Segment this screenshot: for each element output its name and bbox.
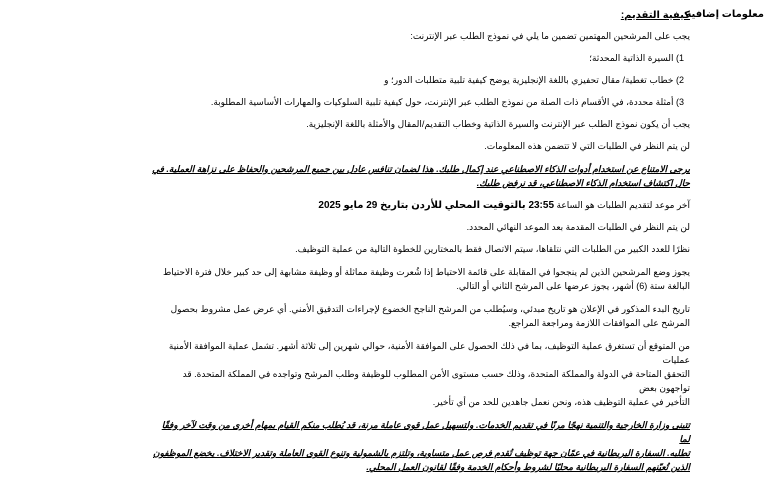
how-to-apply-section xyxy=(150,9,690,483)
english-note: يجب أن يكون نموذج الطلب عبر الإنترنت والسيرة الذاتية وخطاب التقديم/المقال والأمثلة باللغة الإنجليزية. xyxy=(306,119,690,129)
ai-warning-line-1: يرجى الامتناع عن استخدام أدوات الذكاء الاصطناعي عند إكمال طلبك. هذا لضمان تنافس عادل بين جميع المرشحين والحفاظ على نزاهة العملية. في xyxy=(152,164,690,174)
closing-line-3: الذين تُعيّنهم السفارة البريطانية محليًا لشروط وأحكام الخدمة وفقًا لقانون العمل المحلي. xyxy=(366,462,690,472)
reserve-list-note xyxy=(150,265,690,293)
closing-statement xyxy=(150,418,690,474)
closing-line-2: تطلبه. السفارة البريطانية في عمّان جهة توظيف تُقدم فرص عمل متساوية، وتلتزم بالشمولية وتنوع القوى العاملة وتقدير الاختلاف. يخضع الموظفون xyxy=(153,448,690,458)
start-date-note xyxy=(150,302,690,330)
deadline-date: 23:55 بالتوقيت المحلي للأردن بتاريخ 29 مايو 2025 xyxy=(318,200,555,211)
start-date-line-2: المرشح على الموافقات اللازمة ومراجعة المراجع. xyxy=(508,318,690,328)
deadline xyxy=(150,199,690,212)
section-heading: كيفية التقديم: xyxy=(620,10,690,21)
security-clearance-note xyxy=(150,339,690,409)
intro-text: يجب على المرشحين المهتمين تضمين ما يلي في نموذج الطلب عبر الإنترنت: xyxy=(410,31,690,41)
late-applications-note: لن يتم النظر في الطلبات المقدمة بعد الموعد النهائي المحدد. xyxy=(466,222,690,232)
security-line-2: التحقق المتاحة في الدولة والمملكة المتحدة، وذلك حسب مستوى الأمن المطلوب للوظيفة وطلب المرشح وتواجده في المملكة المتحدة. قد تواجهون بعض xyxy=(182,369,690,393)
ai-warning-line-2: حال اكتشاف استخدام الذكاء الاصطناعي، قد نرفض طلبك. xyxy=(476,178,690,188)
volume-note: نظرًا للعدد الكبير من الطلبات التي نتلقاها، سيتم الاتصال فقط بالمختارين للخطوة التالية من عملية التوظيف. xyxy=(295,244,690,254)
closing-line-1: تتبنى وزارة الخارجية والتنمية نهجًا مرنًا في تقديم الخدمات. ولتسهيل عمل قوى عاملة مرنة، قد يُطلب منكم القيام بمهام أخرى من وقت لآخر وفقًا لما xyxy=(161,420,690,444)
ai-warning xyxy=(150,162,690,190)
reserve-line-1: يجوز وضع المرشحين الذين لم ينجحوا في المقابلة على قائمة الاحتياط إذا شُعرت وظيفة مماثلة أو وظيفة مشابهة إلى حد كبير خلال فترة الاحتياط xyxy=(162,267,690,277)
reserve-line-2: البالغة ستة (6) أشهر، يجوز عرضها على المرشح الثاني أو التالي. xyxy=(456,281,690,291)
deadline-prefix: آخر موعد لتقديم الطلبات هو الساعة xyxy=(556,200,690,210)
sidebar-heading: معلومات إضافية xyxy=(685,9,764,20)
requirement-item-1: 1) السيرة الذاتية المحدثة؛ xyxy=(589,53,684,63)
requirement-item-3: 3) أمثلة محددة، في الأقسام ذات الصلة من نموذج الطلب عبر الإنترنت، حول كيفية تلبية السلوكيات والمهارات الأساسية المطلوبة. xyxy=(210,97,684,107)
security-line-3: التأخير في عملية التوظيف هذه، ونحن نعمل جاهدين للحد من أي تأخير. xyxy=(432,397,690,407)
requirement-item-2: 2) خطاب تغطية/ مقال تحفيزي باللغة الإنجليزية يوضح كيفية تلبية متطلبات الدور؛ و xyxy=(384,75,684,85)
incomplete-note: لن يتم النظر في الطلبات التي لا تتضمن هذه المعلومات. xyxy=(484,141,690,151)
start-date-line-1: تاريخ البدء المذكور في الإعلان هو تاريخ مبدئي، وسيُطلب من المرشح الناجح الخضوع لإجراءات التدقيق الأمني. أي عرض عمل مشروط بحصول xyxy=(170,304,690,314)
security-line-1: من المتوقع أن تستغرق عملية التوظيف، بما في ذلك الحصول على الموافقة الأمنية، حوالي شهرين إلى ثلاثة أشهر. تشمل عملية الموافقة الأمنية عمليات xyxy=(168,341,690,365)
